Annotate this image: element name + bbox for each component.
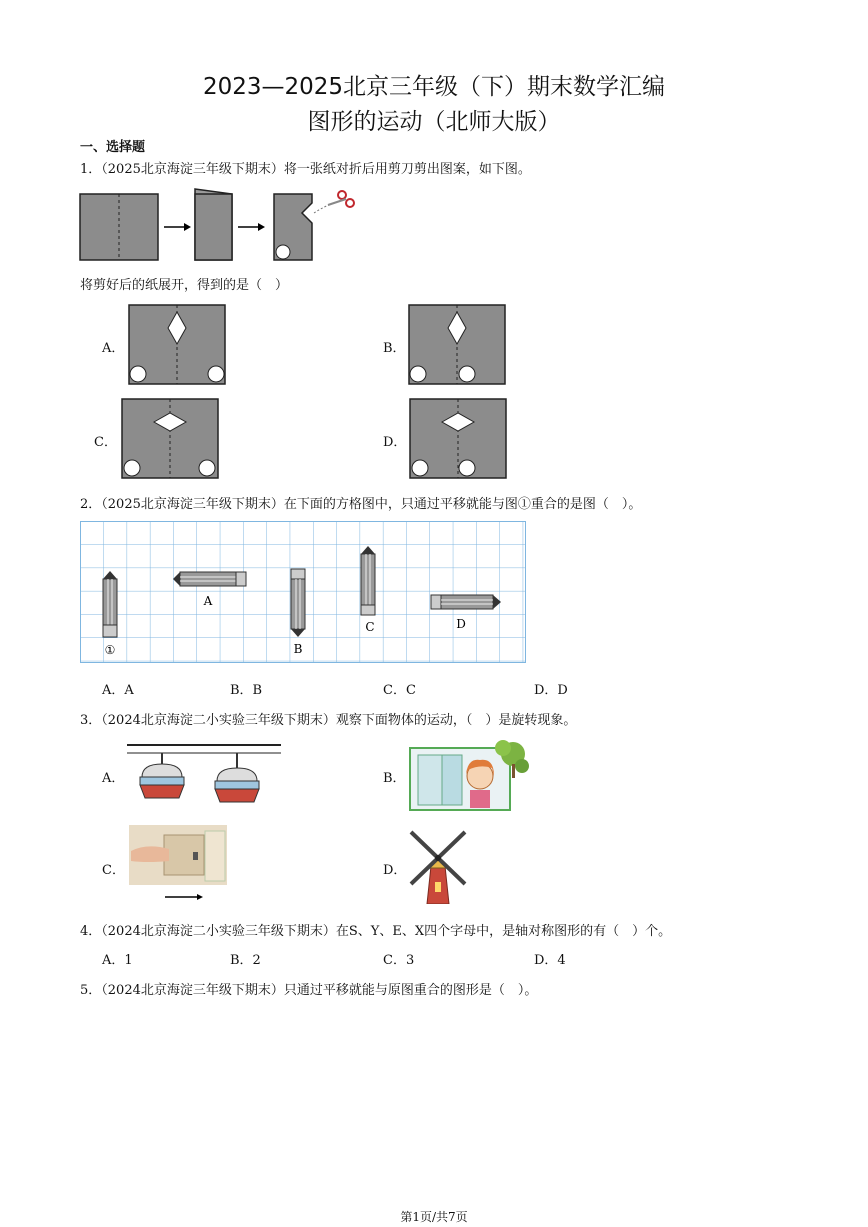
q3-option-a-label[interactable]: A． [102,771,125,786]
section-heading: 一、选择题 [80,140,146,155]
q1-option-a-label[interactable]: A． [102,341,125,356]
question-3-stem: 3．（2024北京海淀二小实验三年级下期末）观察下面物体的运动，（ ）是旋转现象。 [80,713,577,728]
grid-label-b: B [293,642,303,656]
q2-grid-figure [80,521,526,663]
question-1-stem: 1．（2025北京海淀三年级下期末）将一张纸对折后用剪刀剪出图案，如下图。 [80,162,531,177]
grid-label-1: ① [104,643,116,657]
q1-option-c-figure[interactable] [121,398,219,479]
question-2-stem: 2．（2025北京海淀三年级下期末）在下面的方格图中，只通过平移就能与图①重合的是图（ ）。 [80,497,642,512]
question-4-stem: 4．（2024北京海淀二小实验三年级下期末）在S、Y、E、X四个字母中，是轴对称图形的有（ ）个。 [80,924,672,939]
q3-drawer-image[interactable] [129,825,227,903]
q4-option-b[interactable]: B．2 [230,953,261,968]
page-title: 2023—2025北京三年级（下）期末数学汇编 [202,74,666,100]
q1-option-d-label[interactable]: D． [383,435,407,450]
pencil-a [173,572,246,586]
q1-option-c-label[interactable]: C． [94,435,117,450]
q2-option-b[interactable]: B．B [230,683,263,698]
q1-option-b-figure[interactable] [408,304,506,385]
pencil-c [361,546,375,615]
page-footer: 第1页/共7页 [400,1210,468,1224]
q1-option-b-label[interactable]: B． [383,341,406,356]
q2-option-c[interactable]: C．C [383,683,416,698]
q3-option-d-label[interactable]: D． [383,863,407,878]
q1-option-a-figure[interactable] [128,304,226,385]
grid-label-d: D [456,617,466,631]
question-5-stem: 5．（2024北京海淀三年级下期末）只通过平移就能与原图重合的图形是（ ）。 [80,983,538,998]
q1-option-d-figure[interactable] [409,398,507,479]
pencil-d [431,595,501,609]
pencil-b [291,569,305,637]
q4-option-c[interactable]: C．3 [383,953,415,968]
question-1-prompt: 将剪好后的纸展开，得到的是（ ） [80,278,289,293]
q3-window-girl-image[interactable] [408,738,530,813]
q1-folding-diagram [78,183,368,265]
page-subtitle: 图形的运动（北师大版） [307,109,561,135]
q2-option-a[interactable]: A．A [102,683,134,698]
q3-option-b-label[interactable]: B． [383,771,406,786]
q3-option-c-label[interactable]: C． [102,863,125,878]
q3-windmill-image[interactable] [405,826,471,904]
grid-label-c: C [365,620,375,634]
q4-option-a[interactable]: A．1 [102,953,133,968]
grid-label-a: A [203,594,213,608]
pencil-1 [103,571,117,637]
q4-option-d[interactable]: D．4 [534,953,566,968]
q2-option-d[interactable]: D．D [534,683,568,698]
q3-cable-car-image[interactable] [127,742,283,804]
